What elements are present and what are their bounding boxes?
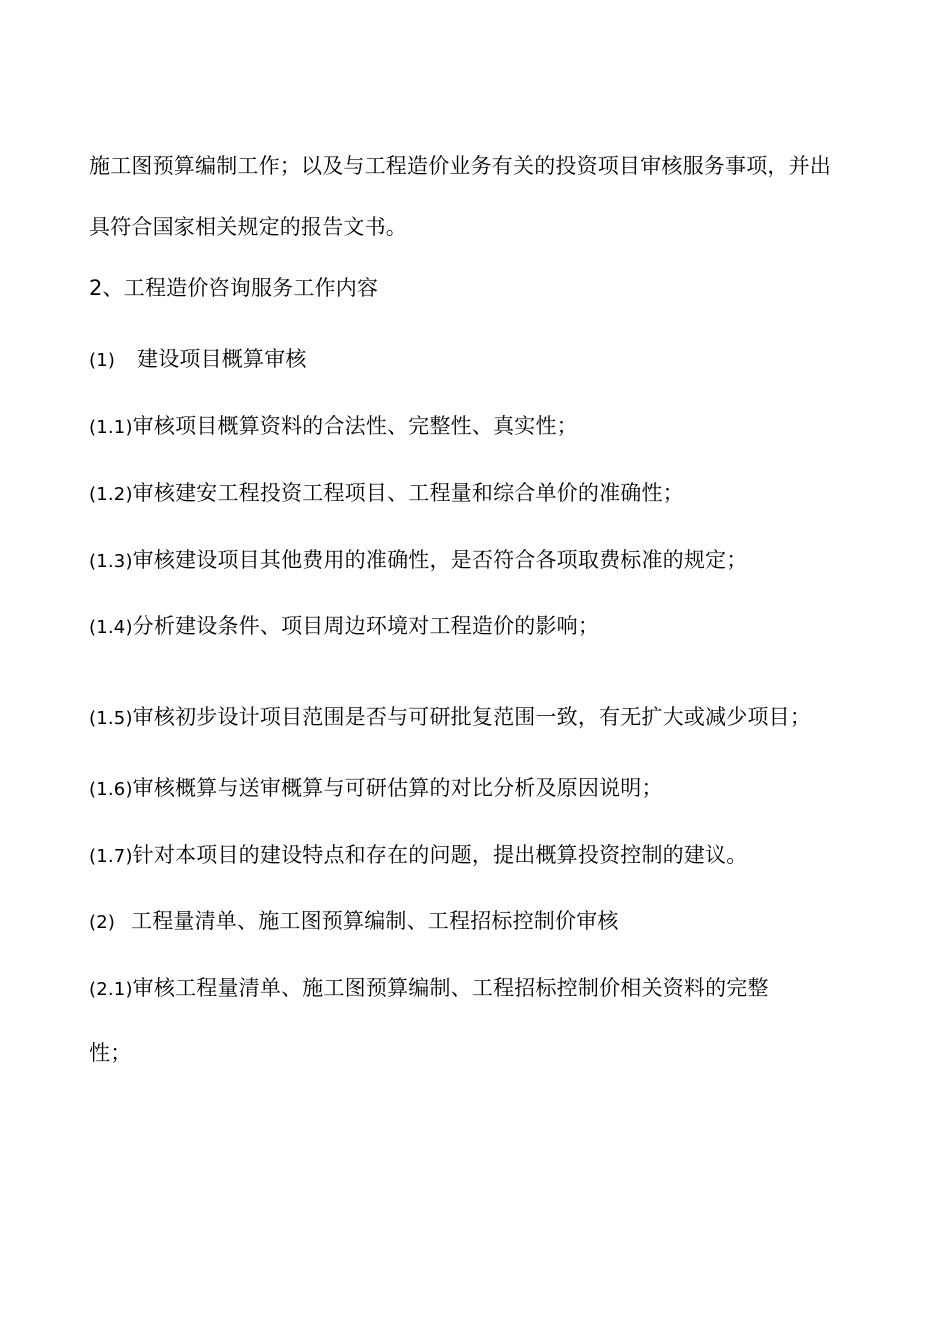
item-number: (1.2): [89, 484, 133, 505]
item-text: 审核建设项目其他费用的准确性，是否符合各项取费标准的规定；: [132, 548, 748, 572]
item-number: (1.7): [89, 846, 133, 867]
paragraph-line: 施工图预算编制工作；以及与工程造价业务有关的投资项目审核服务事项，并出: [89, 154, 831, 178]
subsection-title: 工程量清单、施工图预算编制、工程招标控制价审核: [131, 909, 619, 933]
item-text: 审核项目概算资料的合法性、完整性、真实性；: [132, 414, 578, 438]
list-item: [89, 840, 747, 872]
subsection-title: 建设项目概算审核: [137, 347, 307, 371]
item-text: 审核建安工程投资工程项目、工程量和综合单价的准确性；: [132, 481, 684, 505]
item-number: (1.3): [89, 551, 133, 572]
item-number: (1.5): [89, 708, 133, 729]
list-item: [89, 478, 684, 510]
list-item: [89, 545, 747, 577]
item-text: 针对本项目的建设特点和存在的问题，提出概算投资控制的建议。: [132, 843, 748, 867]
item-number: (2.1): [89, 979, 133, 1000]
list-item: [89, 611, 599, 643]
list-item: [89, 411, 578, 443]
subsection-number: (1): [89, 350, 116, 371]
paragraph-line: 具符合国家相关规定的报告文书。: [89, 215, 407, 239]
subsection-heading-2: [89, 906, 619, 938]
item-text: 审核初步设计项目范围是否与可研批复范围一致，有无扩大或减少项目；: [132, 705, 812, 729]
list-item: [89, 973, 769, 1005]
section-heading: 2、工程造价咨询服务工作内容: [89, 276, 379, 300]
item-text: 审核概算与送审概算与可研估算的对比分析及原因说明；: [132, 776, 663, 800]
subsection-number: (2): [89, 912, 116, 933]
item-number: (1.1): [89, 417, 133, 438]
list-item: [89, 702, 811, 734]
list-item-continuation: 性；: [89, 1041, 132, 1065]
subsection-heading-1: [89, 344, 307, 376]
item-number: (1.6): [89, 779, 133, 800]
item-text: 分析建设条件、项目周边环境对工程造价的影响；: [132, 614, 600, 638]
list-item: [89, 773, 663, 805]
item-text: 审核工程量清单、施工图预算编制、工程招标控制价相关资料的完整: [132, 976, 769, 1000]
item-number: (1.4): [89, 617, 133, 638]
